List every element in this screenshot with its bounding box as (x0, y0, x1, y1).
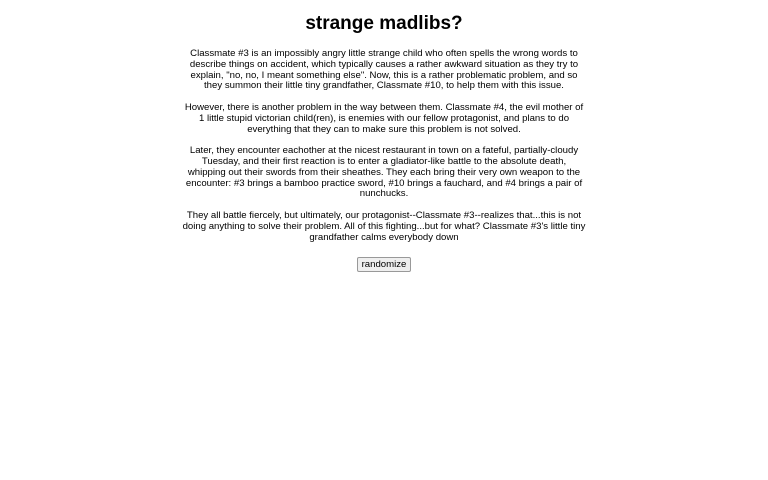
randomize-button[interactable]: randomize (357, 257, 412, 272)
story-paragraph-4: They all battle fiercely, but ultimately, our protagonist--Classmate #3--realizes that...this is not doing anything to solve their problem. All of this fighting...but for what? Classmate #3's little tiny grandfather calms everybody down (182, 209, 586, 243)
story-paragraph-3: Later, they encounter eachother at the nicest restaurant in town on a fateful, partially-cloudy Tuesday, and their first reaction is to enter a gladiator-like battle to the absolute death, whipping out their swords from their sheathes. They each bring their very own weapon to the encounter: #3 brings a bamboo practice sword, #10 brings a fauchard, and #4 brings a pair of nunchucks. (185, 145, 583, 200)
page-title: strange madlibs? (305, 13, 463, 34)
story-paragraph-2: However, there is another problem in the way between them. Classmate #4, the evil mother of 1 little stupid victorian child(ren), is enemies with our fellow protagonist, and plans to do everything that they can to make sure this problem is not solved. (184, 101, 584, 135)
story (182, 49, 586, 243)
story-paragraph-1: Classmate #3 is an impossibly angry little strange child who often spells the wrong words to describe things on accident, which typically causes a rather awkward situation as they try to explain, "no, no, I meant something else". Now, this is a rather problematic problem, and so they summon their little tiny grandfather, Classmate #10, to help them with this issue. (189, 48, 579, 92)
